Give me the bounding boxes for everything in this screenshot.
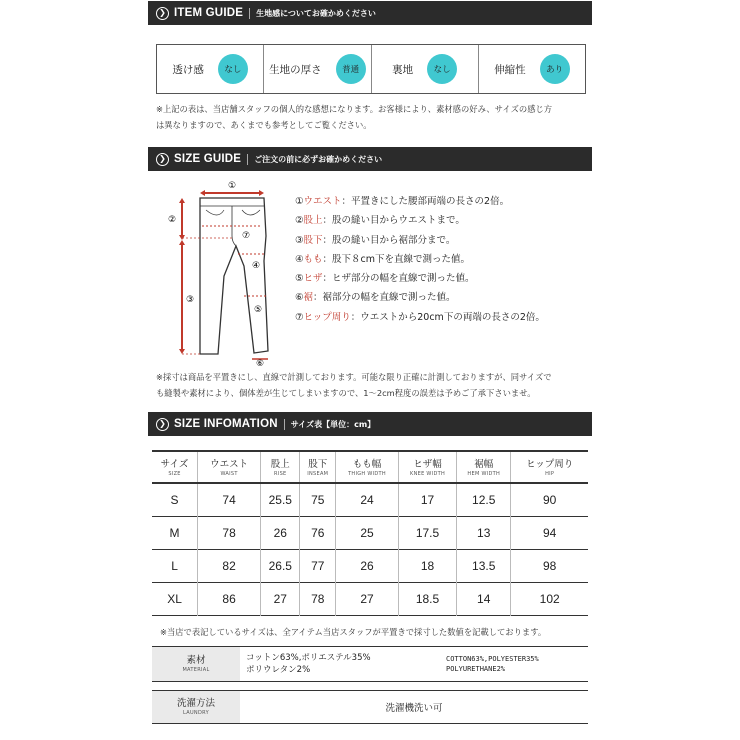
item-guide-label: 透け感 [172,63,204,76]
table-cell: 24 [336,483,399,516]
material-line: ポリウレタン2% [246,665,311,675]
size-info-note: ※当店で表記しているサイズは、全アイテム当店スタッフが平置きで採寸した数値を記載しております。 [160,627,547,637]
item-guide-badge: 普通 [336,54,366,84]
chevron-right-icon: ❯ [156,7,169,20]
pants-outline [200,198,268,354]
header-en: INSEAM [307,470,329,477]
table-cell: M [152,516,198,549]
material-label-en: MATERIAL [182,666,210,673]
table-cell: 14 [457,582,511,615]
header-jp: 股上 [270,458,290,470]
item-guide-badge: あり [540,54,570,84]
item-guide-badge: なし [427,54,457,84]
chevron-right-icon: ❯ [156,418,169,431]
material-line: COTTON63%,POLYESTER35% [446,655,539,663]
legend-desc: ：股下８cm下を直線で測った値。 [322,253,471,265]
header-en: THIGH WIDTH [348,470,386,477]
header-jp: ヒザ幅 [413,458,442,470]
diagram-number: ⑦ [241,231,251,241]
header-jp: ウエスト [210,458,249,470]
table-cell: 18.5 [398,582,456,615]
legend-item [295,308,545,327]
table-cell: 76 [300,516,336,549]
column-header [152,451,198,483]
table-cell: 74 [198,483,261,516]
chevron-right-icon: ❯ [156,153,169,166]
table-row [152,483,588,516]
header-en: HIP [545,470,555,477]
material-line: コットン63%,ポリエステル35% [246,653,371,663]
item-guide-stretch [479,45,585,93]
laundry-row [152,690,588,724]
column-header [300,451,336,483]
item-guide-subtitle: 生地感についてお確かめください [256,8,376,18]
arrow-head [200,190,205,196]
arrow-head [179,240,185,245]
column-header [398,451,456,483]
material-label: 素材 [186,654,206,666]
item-guide-label: 裏地 [392,63,414,76]
legend-name: 股上 [303,215,323,227]
table-cell: 18 [398,549,456,582]
size-guide-note [156,369,552,401]
diagram-number: ⑥ [255,359,265,366]
legend-name: 裾 [303,292,314,304]
table-cell: 86 [198,582,261,615]
header-en: KNEE WIDTH [410,470,446,477]
table-header-row [152,451,588,483]
pants-illustration [160,176,290,366]
legend-desc: ：股の縫い目から裾部分まで。 [322,234,456,246]
legend-name: ヒザ [303,273,323,285]
item-guide-label: 生地の厚さ [269,63,322,76]
legend-item [295,269,545,288]
arrow-head [179,349,185,354]
size-table [152,450,588,616]
table-cell: 12.5 [457,483,511,516]
table-cell: 90 [543,492,557,507]
table-cell: 25 [336,516,399,549]
table-cell: 82 [198,549,261,582]
diagram-number: ⑤ [253,305,263,315]
column-header [198,451,261,483]
arrow-head [259,190,264,196]
laundry-label-en: LAUNDRY [183,709,209,716]
table-cell: XL [152,582,198,615]
table-cell: 26 [261,516,300,549]
laundry-value: 洗濯機洗い可 [385,703,443,714]
table-row [152,549,588,582]
size-guide-header [148,147,592,171]
item-guide-badge: なし [218,54,248,84]
pocket-line [206,210,224,215]
divider [247,154,248,165]
table-cell: 98 [543,558,557,573]
legend-item [295,250,545,269]
header-jp: 股下 [308,458,328,470]
item-guide-lining [372,45,479,93]
size-guide-subtitle: ご注文の前に必ずお確かめください [254,154,383,164]
note-line: ※採寸は商品を平置きにし、直線で計測しております。可能な限り正確に計測しておりますが、同サイズで [156,372,552,382]
size-info-subtitle: サイズ表【単位：cm】 [290,419,376,429]
note-line: は異なりますので、あくまでも参考としてご覧ください。 [156,120,372,130]
legend-item [295,192,545,211]
note-line: ※上記の表は、当店舗スタッフの個人的な感想になります。お客様により、素材感の好み、サイズの感じ方 [156,104,553,114]
table-cell: 94 [543,525,557,540]
material-body [240,647,588,681]
size-guide-legend [295,192,545,327]
table-cell: 26.5 [261,549,300,582]
legend-item [295,211,545,230]
legend-name: 股下 [303,234,323,246]
table-cell: 78 [300,582,336,615]
table-cell: S [152,483,198,516]
diagram-number: ③ [185,295,195,305]
table-cell: 25.5 [261,483,300,516]
table-cell: 75 [300,483,336,516]
divider [249,8,250,19]
table-cell: 13.5 [457,549,511,582]
table-cell: 26 [336,549,399,582]
header-en: RISE [274,470,287,477]
material-line: POLYURETHANE2% [446,665,506,673]
column-header [457,451,511,483]
legend-item [295,288,545,307]
legend-num: ② [295,215,304,227]
legend-desc: ：裾部分の幅を直線で測った値。 [313,292,456,304]
material-jp [240,652,446,676]
item-guide-sheer [157,45,264,93]
size-guide-title: SIZE GUIDE [174,153,242,165]
size-info-header [148,412,592,436]
header-jp: サイズ [160,458,189,470]
legend-desc: ：ウエストから20cm下の両端の長さの2倍。 [350,311,545,323]
legend-num: ⑦ [295,311,304,323]
table-cell: 27 [336,582,399,615]
column-header [511,451,588,483]
legend-num: ③ [295,234,304,246]
legend-desc: ：股の縫い目からウエストまで。 [322,215,465,227]
diagram-number: ④ [251,261,261,271]
column-header [261,451,300,483]
item-guide-label: 伸縮性 [494,63,526,76]
table-row [152,582,588,615]
legend-name: もも [303,253,323,265]
legend-name: ヒップ周り [303,311,351,323]
pants-diagram [160,176,290,366]
item-guide-table [156,44,586,94]
material-en [446,654,539,674]
header-jp: 裾幅 [474,458,494,470]
legend-num: ⑥ [295,292,304,304]
legend-num: ⑤ [295,273,304,285]
size-info-title: SIZE INFOMATION [174,418,278,430]
table-cell: 102 [539,591,560,606]
pocket-line [242,210,260,215]
header-jp: ヒップ周り [526,458,574,470]
material-row [152,646,588,682]
material-head [152,647,240,681]
table-cell: 17.5 [398,516,456,549]
laundry-label: 洗濯方法 [176,697,215,709]
column-header [336,451,399,483]
diagram-number: ① [227,181,237,191]
note-line: も縫製や素材により、個体差が生じてしまいますので、1〜2cm程度の誤差は予めご了承下さいませ。 [156,388,536,398]
legend-desc: ：平置きにした腰部両端の長さの2倍。 [341,196,510,207]
table-cell: 78 [198,516,261,549]
item-guide-header [148,1,592,25]
header-en: WAIST [220,470,238,477]
item-guide-note [156,101,552,133]
arrow-head [179,198,185,203]
table-cell: 77 [300,549,336,582]
laundry-head [152,691,240,723]
legend-item [295,231,545,250]
item-guide-title: ITEM GUIDE [174,7,244,19]
table-cell: 13 [457,516,511,549]
legend-name: ウエスト [303,196,342,207]
legend-desc: ：ヒザ部分の幅を直線で測った値。 [322,273,475,285]
legend-num: ④ [295,253,304,265]
table-cell: 27 [261,582,300,615]
item-guide-thickness [264,45,371,93]
table-row [152,516,588,549]
legend-num: ① [295,196,304,207]
table-cell: L [152,549,198,582]
header-en: SIZE [168,470,181,477]
divider [284,419,285,430]
diagram-number: ② [167,215,177,225]
header-en: HEM WIDTH [467,470,501,477]
arrow-head [179,235,185,240]
table-cell: 17 [398,483,456,516]
header-jp: もも幅 [352,458,382,470]
